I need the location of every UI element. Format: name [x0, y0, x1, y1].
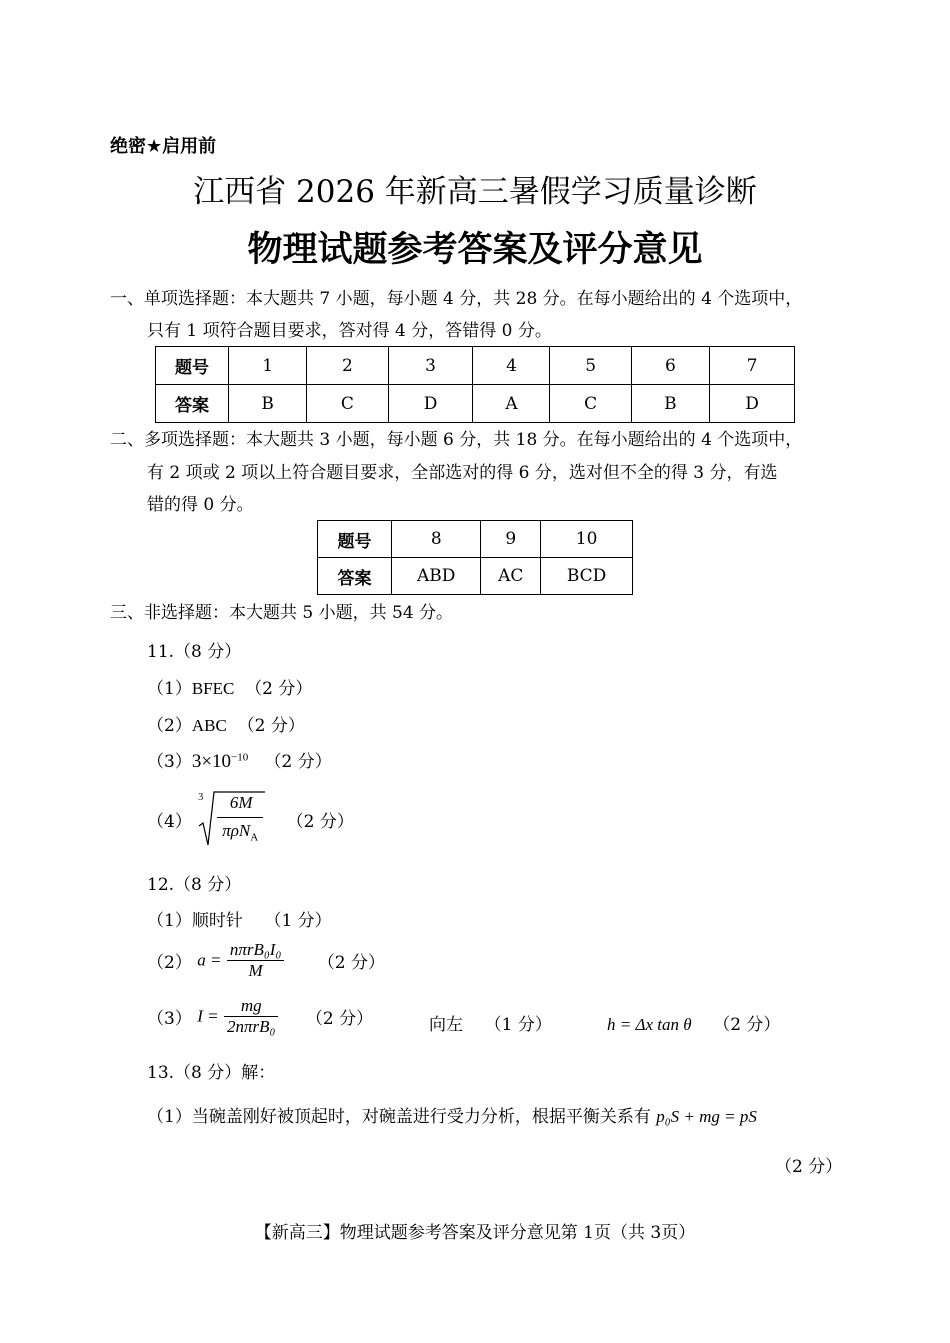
q12-height-formula: [607, 1010, 780, 1035]
equation-lhs: a =: [197, 950, 222, 970]
confidential-label: 绝密★启用前: [110, 136, 217, 157]
part-label: （3）: [147, 1009, 192, 1029]
multi-choice-answer-table: [317, 520, 633, 595]
q13-part1: [147, 1102, 757, 1127]
score: （2 分）: [286, 811, 354, 832]
answer-text: ABC: [191, 716, 227, 735]
fraction-denominator: M: [248, 961, 263, 980]
answer-text: 顺时针: [191, 911, 243, 931]
table-cell: B: [631, 385, 709, 423]
header-cell: 答案: [318, 558, 392, 595]
table-cell: C: [550, 385, 631, 423]
answer-text: 向左: [429, 1015, 463, 1035]
table-cell: B: [229, 385, 307, 423]
equation-lhs: I =: [197, 1006, 219, 1026]
table-cell: ABD: [392, 558, 481, 595]
q13-heading: 13.（8 分）解：: [147, 1063, 276, 1083]
section1-intro-line1: 一、单项选择题：本大题共 7 小题，每小题 4 分，共 28 分。在每小题给出的 4 个选项中，: [110, 289, 803, 309]
score: （2 分）: [237, 716, 305, 736]
exponent: −10: [231, 751, 249, 764]
table-cell: 8: [392, 521, 481, 558]
q11-part3: [147, 747, 332, 773]
header-cell: 题号: [318, 521, 392, 558]
header-cell: 题号: [156, 347, 229, 385]
table-cell: AC: [481, 558, 541, 595]
q12-part3: [147, 996, 373, 1037]
score: （1 分）: [484, 1015, 552, 1035]
score: （1 分）: [264, 911, 332, 931]
q12-part2: [147, 940, 385, 981]
q12-direction: [429, 1010, 552, 1035]
table-cell: D: [388, 385, 473, 423]
score: （2 分）: [305, 1009, 374, 1029]
answer-formula: h = Δx tan θ: [607, 1015, 692, 1034]
part-label: （1）: [147, 679, 192, 699]
part-label: （4）: [147, 811, 192, 832]
table-cell: 4: [473, 347, 550, 385]
table-cell: 2: [307, 347, 388, 385]
header-cell: 答案: [156, 385, 229, 423]
section1-intro-line2: 只有 1 项符合题目要求，答对得 4 分，答错得 0 分。: [147, 321, 552, 341]
score: （2 分）: [713, 1015, 781, 1035]
table-cell: 3: [388, 347, 473, 385]
table-cell: D: [710, 385, 795, 423]
table-cell: C: [307, 385, 388, 423]
denominator-text: πρN: [222, 821, 251, 840]
q11-part1: [147, 674, 312, 699]
answer-text: BFEC: [191, 679, 235, 698]
table-row: [156, 347, 795, 385]
single-choice-answer-table: [155, 346, 795, 423]
table-cell: 5: [550, 347, 631, 385]
cube-root-formula: [197, 790, 267, 848]
table-row: [318, 521, 633, 558]
q11-part2: [147, 711, 305, 736]
part-label: （2）: [147, 953, 192, 973]
part-label: （1）: [147, 911, 192, 931]
section2-intro-line3: 错的得 0 分。: [147, 495, 254, 515]
table-cell: 6: [631, 347, 709, 385]
score: （2 分）: [245, 679, 313, 699]
q11-heading: 11.（8 分）: [147, 642, 242, 662]
exam-title: 江西省 2026 年新高三暑假学习质量诊断: [193, 174, 757, 210]
section2-intro-line1: 二、多项选择题：本大题共 3 小题，每小题 6 分，共 18 分。在每小题给出的 4 个选项中，: [110, 430, 803, 450]
section3-intro: 三、非选择题：本大题共 5 小题，共 54 分。: [110, 603, 454, 623]
q12-part1: [147, 906, 332, 931]
part-label: （3）: [147, 752, 192, 772]
q12-heading: 12.（8 分）: [147, 875, 242, 895]
fraction-denominator: [215, 821, 265, 843]
fraction: [224, 996, 278, 1037]
table-cell: 1: [229, 347, 307, 385]
table-cell: 10: [541, 521, 633, 558]
fraction-numerator: mg: [224, 996, 278, 1017]
section2-intro-line2: 有 2 项或 2 项以上符合题目要求，全部选对的得 6 分，选对但不全的得 3 分，有选: [147, 463, 778, 483]
table-cell: 9: [481, 521, 541, 558]
fraction-bar: [217, 817, 263, 818]
table-cell: 7: [710, 347, 795, 385]
table-row: [318, 558, 633, 595]
score: （2 分）: [264, 752, 332, 772]
table-cell: A: [473, 385, 550, 423]
answer-formula: 3×10: [191, 751, 232, 772]
root-index: 3: [198, 792, 204, 803]
document-title: 物理试题参考答案及评分意见: [247, 230, 703, 270]
fraction-denominator: 2nπrB₀: [227, 1017, 276, 1036]
score: （2 分）: [317, 953, 386, 973]
q11-part4: [147, 790, 354, 848]
part-text: （1）当碗盖刚好被顶起时，对碗盖进行受力分析，根据平衡关系有: [147, 1107, 651, 1127]
fraction-numerator: 6M: [229, 793, 253, 812]
table-cell: BCD: [541, 558, 633, 595]
subscript: A: [250, 831, 259, 844]
answer-formula: p₀S + mg = pS: [656, 1107, 757, 1126]
fraction-numerator: nπrB₀I₀: [227, 940, 285, 961]
page-footer: 【新高三】物理试题参考答案及评分意见第 1页（共 3页）: [254, 1223, 696, 1243]
fraction: [227, 940, 285, 981]
part-label: （2）: [147, 716, 192, 736]
table-row: [156, 385, 795, 423]
q13-part1-score: （2 分）: [775, 1157, 843, 1177]
